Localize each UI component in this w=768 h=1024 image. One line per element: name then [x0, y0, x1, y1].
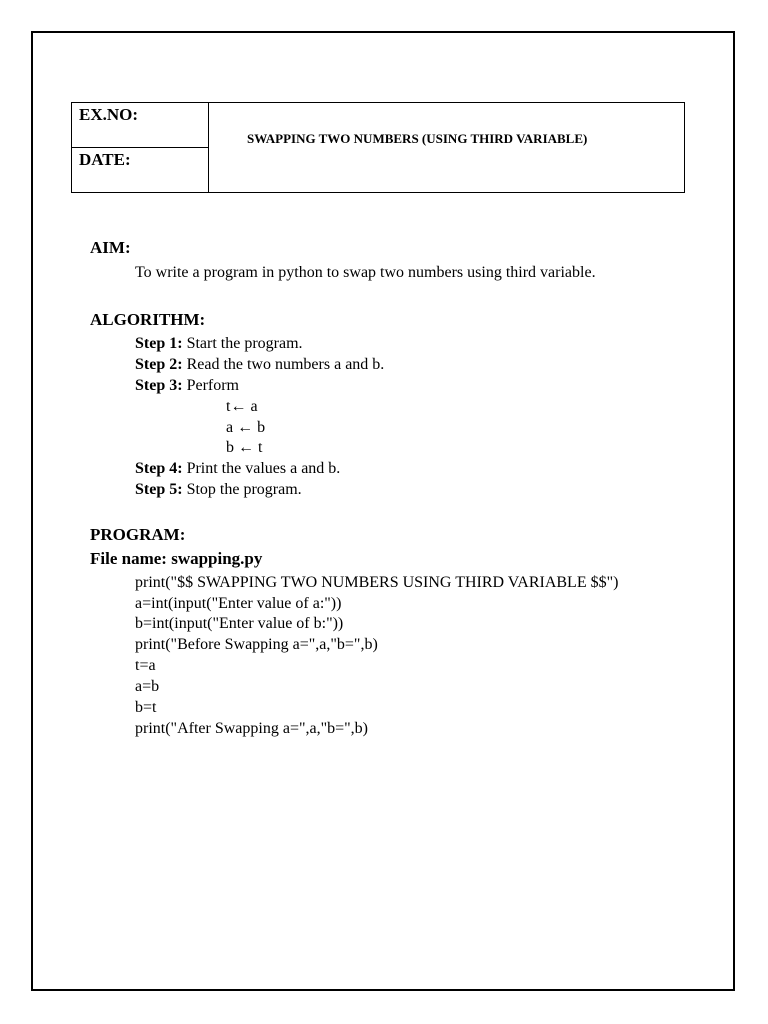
- step-label: Step 5:: [135, 481, 183, 498]
- step-label: Step 2:: [135, 356, 183, 373]
- code-line-3: b=int(input("Enter value of b:")): [135, 615, 344, 632]
- header-row-divider: [72, 147, 208, 148]
- code-line-1: print("$$ SWAPPING TWO NUMBERS USING THIRD VARIABLE $$"): [135, 574, 619, 591]
- header-left-cell: [72, 103, 209, 192]
- code-line-5: t=a: [135, 657, 156, 674]
- step-text: Read the two numbers a and b.: [182, 356, 385, 373]
- step-text: Perform: [182, 377, 239, 394]
- document-title: SWAPPING TWO NUMBERS (USING THIRD VARIABLE): [247, 131, 588, 146]
- step-text: Stop the program.: [182, 481, 302, 498]
- algorithm-step-3: [135, 375, 239, 396]
- aim-heading: AIM:: [90, 238, 131, 257]
- operation-b-gets-t: b ← t: [226, 439, 263, 456]
- header-table: [71, 102, 685, 193]
- algorithm-step-5: [135, 479, 302, 500]
- code-line-2: a=int(input("Enter value of a:")): [135, 595, 342, 612]
- header-title-cell: [209, 103, 684, 192]
- algorithm-step-1: [135, 333, 303, 354]
- code-line-8: print("After Swapping a=",a,"b=",b): [135, 720, 369, 737]
- step-label: Step 4:: [135, 460, 183, 477]
- code-line-4: print("Before Swapping a=",a,"b=",b): [135, 636, 378, 653]
- ex-no-label: EX.NO:: [79, 105, 139, 124]
- algorithm-step-4: [135, 458, 340, 479]
- algorithm-heading: ALGORITHM:: [90, 310, 206, 329]
- file-name-label: File name: swapping.py: [90, 549, 263, 568]
- step-label: Step 3:: [135, 377, 183, 394]
- date-label: DATE:: [79, 150, 131, 169]
- program-heading: PROGRAM:: [90, 525, 186, 544]
- step-text: Start the program.: [182, 335, 303, 352]
- step-label: Step 1:: [135, 335, 183, 352]
- step-text: Print the values a and b.: [182, 460, 341, 477]
- aim-text: To write a program in python to swap two numbers using third variable.: [135, 264, 596, 281]
- operation-t-gets-a: t← a: [226, 398, 258, 415]
- code-line-7: b=t: [135, 699, 157, 716]
- operation-a-gets-b: a ← b: [226, 419, 266, 436]
- code-line-6: a=b: [135, 678, 160, 695]
- algorithm-step-2: [135, 354, 384, 375]
